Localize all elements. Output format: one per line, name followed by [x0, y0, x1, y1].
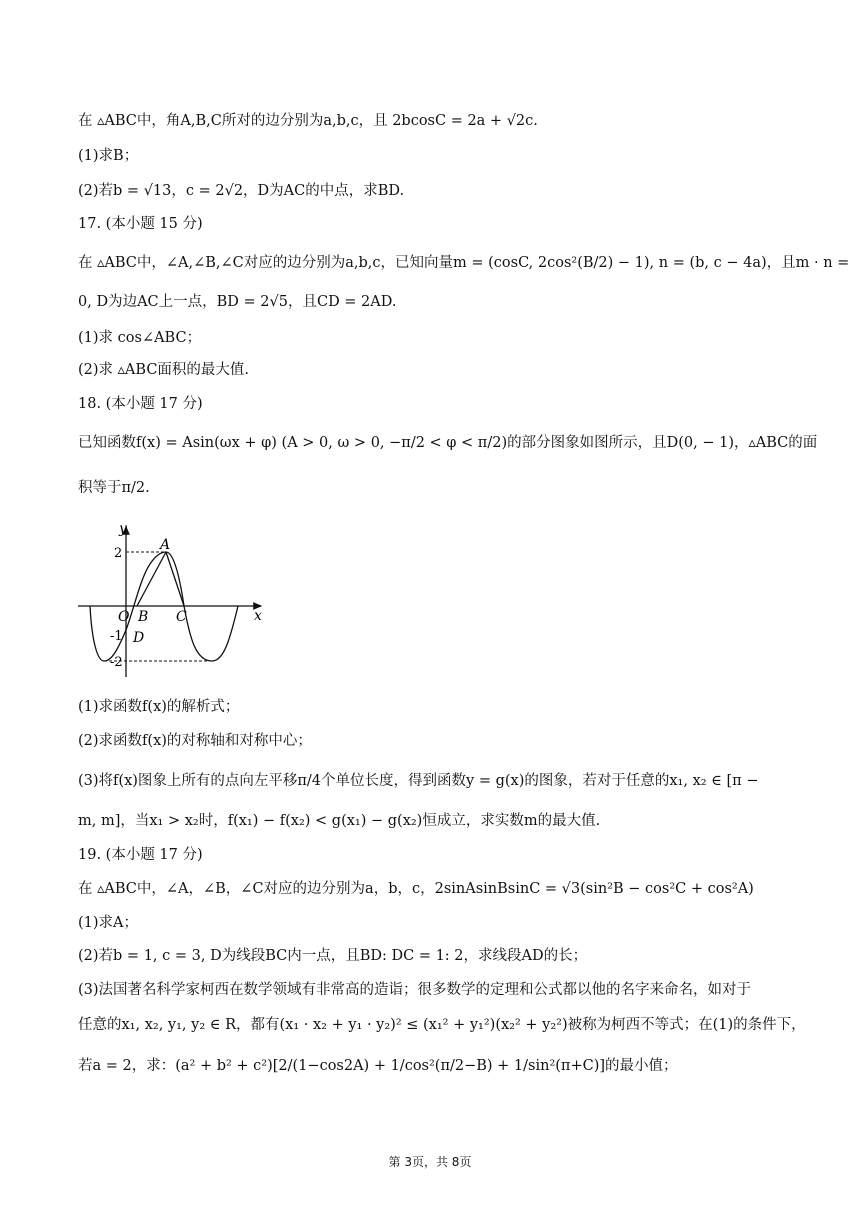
problem19-header: 19. (本小题 17 分): [78, 847, 203, 863]
problem18-part3-line2: m, m]，当x₁ > x₂时，f(x₁) − f(x₂) < g(x₁) − g(x₂)恒成立，求实数m的最大值.: [78, 813, 601, 829]
problem18-part1: (1)求函数f(x)的解析式；: [78, 699, 240, 715]
problem17-statement-line2: 0, D为边AC上一点，BD = 2√5，且CD = 2AD.: [78, 294, 397, 310]
problem19-part3-line2: 任意的x₁, x₂, y₁, y₂ ∈ R，都有(x₁ · x₂ + y₁ · y₂)² ≤ (x₁² + y₁²)(x₂² + y₂²)被称为柯西不等式；在(1)的条件下，: [78, 1017, 806, 1033]
problem19-part2: (2)若b = 1, c = 3, D为线段BC内一点，且BD: DC = 1: 2，求线段AD的长；: [78, 948, 588, 964]
problem17-part1: (1)求 cos∠ABC；: [78, 330, 202, 346]
problem17-statement-line1: 在 ▵ABC中，∠A,∠B,∠C对应的边分别为a,b,c，已知向量m = (cosC, 2cos²(B/2) − 1), n = (b, c − 4a)，且m · n =: [78, 255, 850, 271]
problem17-header: 17. (本小题 15 分): [78, 216, 203, 232]
problem18-part3-line1: (3)将f(x)图象上所有的点向左平移π/4个单位长度，得到函数y = g(x)的图象，若对于任意的x₁, x₂ ∈ [π −: [78, 773, 759, 789]
label-point-D: D: [133, 630, 145, 646]
sine-graph-figure: [78, 519, 268, 679]
label-point-A: A: [160, 537, 171, 553]
label-point-B: B: [138, 609, 149, 625]
problem19-part3-line3: 若a = 2，求：(a² + b² + c²)[2/(1−cos2A) + 1/cos²(π/2−B) + 1/sin²(π+C)]的最小值；: [78, 1058, 678, 1074]
tick-label-minus1: -1: [110, 629, 123, 644]
problem18-header: 18. (本小题 17 分): [78, 396, 203, 412]
problem16-statement: 在 ▵ABC中，角A,B,C所对的边分别为a,b,c，且 2bcosC = 2a + √2c.: [78, 113, 538, 129]
problem19-part1: (1)求A；: [78, 915, 139, 931]
triangle-side-AC: [166, 552, 184, 606]
triangle-side-AB: [137, 552, 166, 606]
problem17-part2: (2)求 ▵ABC面积的最大值.: [78, 362, 250, 378]
label-y: y: [119, 521, 127, 537]
problem18-statement-line1: 已知函数f(x) = Asin(ωx + φ) (A > 0, ω > 0, −π/2 < φ < π/2)的部分图象如图所示，且D(0, − 1)，▵ABC的面: [78, 435, 818, 451]
problem16-part2: (2)若b = √13，c = 2√2，D为AC的中点，求BD.: [78, 183, 405, 199]
label-origin: O: [118, 609, 130, 625]
label-point-C: C: [176, 609, 187, 625]
problem19-part3-line1: (3)法国著名科学家柯西在数学领域有非常高的造诣；很多数学的定理和公式都以他的名字来命名，如对于: [78, 982, 752, 998]
problem18-statement-line2: 积等于π/2.: [78, 480, 150, 496]
tick-label-2: 2: [114, 546, 123, 561]
tick-label-minus2: -2: [110, 655, 123, 670]
label-x: x: [254, 608, 262, 624]
problem18-part2: (2)求函数f(x)的对称轴和对称中心；: [78, 733, 312, 749]
page-footer: 第 3页，共 8页: [388, 1155, 472, 1169]
problem19-statement: 在 ▵ABC中，∠A，∠B，∠C对应的边分别为a，b，c，2sinAsinBsinC = √3(sin²B − cos²C + cos²A): [78, 881, 754, 897]
problem16-part1: (1)求B；: [78, 148, 139, 164]
